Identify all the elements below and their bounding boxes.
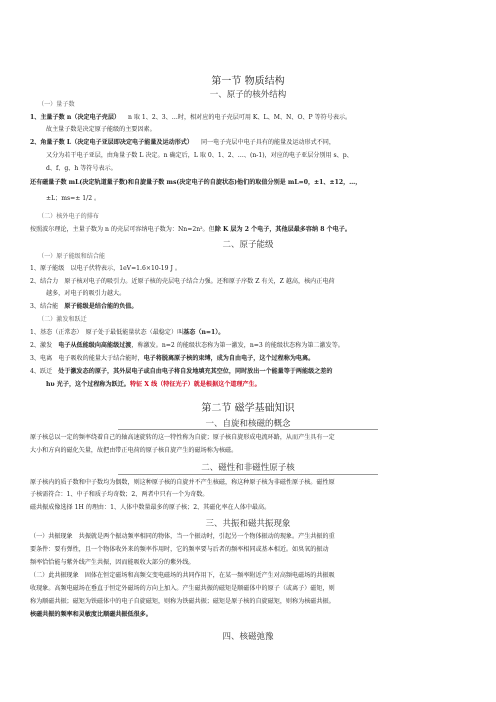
subheading-binding-energy: （一）原子能级和结合能: [38, 253, 106, 260]
paragraph-line: 越多，对电子的吸引力越大。: [46, 290, 126, 297]
paragraph-line: 故主量子数是决定原子能级的主要因素。: [46, 126, 156, 133]
paragraph-line: 子核需符合：1、中子和质子均奇数；2、两者中只有一个为奇数。: [30, 491, 209, 498]
subheading-quantum-numbers: （一）量子数: [38, 101, 75, 108]
paragraph-line: hυ 光子，这个过程称为跃迁。特征 X 线（特征光子）就是根据这个道理产生。: [46, 381, 261, 388]
paragraph-line: （二）此共振现象 固体在恒定磁场和高频交变电磁场的共同作用下，在某一频率附近产生对高频电磁场的共振吸: [30, 572, 335, 579]
paragraph-line: 按照波尔理论，主量子数为 n 的壳层可容纳电子数为：Nn=2n²。但除 K 层为 2 个电子，其他层最多容纳 8 个电子。: [30, 226, 351, 233]
paragraph-line: 4、跃迁 处于激发态的原子，其外层电子或自由电子将自发地填充其空位，同时放出一个能量等于两能级之差的: [30, 368, 333, 375]
paragraph-line: 1、主量子数 n（决定电子壳层） n 取 1、2、3、…时，相对应的电子壳层可用 K、L、M、N、O、P 等符号表示。: [30, 114, 352, 121]
paragraph-line: 原子核内的质子数和中子数均为偶数，则这种原子核的自旋并不产生核磁，称这种原子核为非磁性原子核。磁性原: [30, 479, 335, 486]
paragraph-line: 2、结合力 原子核对电子的吸引力。近原子核的壳层电子结合力强。还和原子序数 Z 有关，Z 越高，核内正电荷: [30, 278, 335, 285]
paragraph-line: 核磁共振的频率和灵敏度比顺磁共振低很多。: [30, 611, 152, 618]
paragraph-line: 1、原子能级 以电子伏特表示，1eV=1.6×10-19 J 。: [30, 265, 181, 272]
paragraph-line: 2、角量子数 L（决定电子亚层即决定电子能量及运动形式） 同一电子壳层中电子具有的能量及运动形式不同，: [30, 139, 335, 146]
paragraph-line: 要条件：要有弹性，且一个物体收外来的频率作用时，它的频率要与后者的频率相同或基本相近。如臭氧的振动: [30, 546, 329, 553]
paragraph-line: 大小和方向的磁化矢量，故把由带正电荷的原子核自旋产生的磁场称为核磁。: [30, 447, 238, 454]
heading-atomic-energy-levels: 二、原子能级: [222, 240, 274, 250]
paragraph-line: ±L；ms=± 1/2 。: [46, 195, 101, 202]
divider: [118, 474, 378, 475]
subheading-excitation: （二）激发和跃迁: [38, 316, 87, 323]
paragraph-line: 还有磁量子数 mL(决定轨道量子数)和自旋量子数 ms(决定电子的自旋状态)他们的取值分别是 mL=0，±1、±12，…，: [30, 179, 362, 186]
paragraph-line: 收现象。高频电磁场在垂直于恒定外磁场的方向上加入。产生磁共振的磁矩是顺磁体中的原子（或离子）磁矩，则: [30, 585, 335, 592]
paragraph-line: d、f、g、h 等符号表示。: [46, 165, 117, 172]
chapter-title: 第二节 磁学基础知识: [201, 403, 295, 414]
divider: [118, 429, 378, 430]
paragraph-line: 1、基态（正常态） 原子处于最低能量状态（最稳定）叫基态（n=1）。: [30, 329, 225, 336]
paragraph-line: 磁共振成像选择 1H 的理由：1、人体中数量最多的原子核；2、其磁化率在人体中最高。: [30, 504, 271, 511]
heading-spin-and-nuclear-magnetism: 一、自旋和核磁的概念: [205, 419, 291, 429]
paragraph-line: 称为顺磁共振；磁矩为铁磁体中的电子自旋磁矩，则称为铁磁共振；磁矩是原子核的自旋磁矩，则称为核磁共振。: [30, 598, 335, 605]
heading-magnetic-nuclei: 二、磁性和非磁性原子核: [201, 463, 295, 473]
subheading-electron-arrangement: （二）核外电子的排布: [38, 213, 99, 220]
paragraph-line: 3、电离 电子吸收的能量大于结合能时，电子将脱离原子核的束缚，成为自由电子，这个过程称为电离。: [30, 355, 315, 362]
heading-resonance: 三、共振和磁共振现象: [205, 519, 291, 529]
section-title: 第一节 物质结构: [211, 76, 285, 87]
paragraph-line: 频率恰恰能与紫外线产生共振，因而能吸收大部分的紫外线。: [30, 559, 195, 566]
paragraph-line: 又分为若干电子亚层，由角量子数 L 决定。n 确定后，L 取 0、1、2、…、(n-1)，对应的电子亚层分别用 s、p、: [46, 152, 353, 159]
paragraph-line: 2、激发 电子从低能级向高能级过渡，称激发。n=2 的能级状态称为第一激发，n=3 的能级状态称为第二激发等。: [30, 342, 344, 349]
heading-atomic-structure: 一、原子的核外结构: [209, 90, 287, 100]
heading-nuclear-relaxation: 四、核磁弛豫: [222, 632, 274, 642]
paragraph-line: （一）共振现象 共振就是两个振动频率相同的物体，当一个振动时，引起另一个物体振动的现象。产生共振的重: [30, 533, 335, 540]
paragraph-line: 3、结合能 原子能级是结合能的负值。: [30, 303, 138, 310]
paragraph-line: 原子核总以一定的频率绕着自己的轴高速旋转的这一特性称为自旋；原子核自旋形成电流环路，从而产生具有一定: [30, 434, 335, 441]
